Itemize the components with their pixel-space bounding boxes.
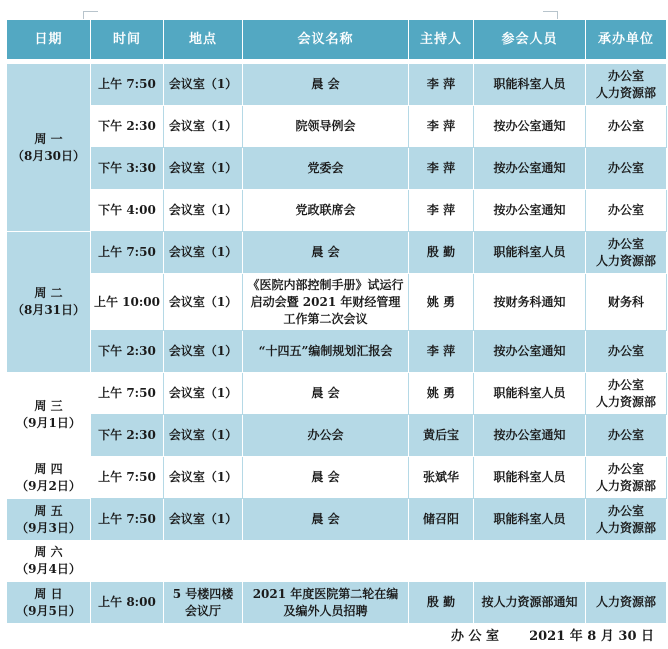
meeting-name-cell: 党委会 xyxy=(243,148,409,190)
table-row xyxy=(7,106,667,148)
day-date: （9月2日） xyxy=(16,478,81,493)
day-name: 周 二 xyxy=(34,286,63,300)
host-cell: 李 萍 xyxy=(409,64,474,106)
host-cell: 李 萍 xyxy=(409,331,474,373)
attendees-cell: 按办公室通知 xyxy=(474,148,586,190)
host-cell: 姚 勇 xyxy=(409,274,474,331)
attendees-cell: 按办公室通知 xyxy=(474,190,586,232)
header-organizer: 承办单位 xyxy=(586,20,667,60)
organizer-line: 办公室 xyxy=(607,344,644,358)
header-date: 日期 xyxy=(7,20,91,60)
location-cell: 会议室（1） xyxy=(164,190,243,232)
organizer-line: 人力资源部 xyxy=(595,394,656,409)
host-cell: 张斌华 xyxy=(409,457,474,499)
organizer-cell xyxy=(586,457,667,499)
organizer-line: 办公室 xyxy=(607,503,644,518)
header-location: 地点 xyxy=(164,20,243,60)
day-date: （9月4日） xyxy=(16,562,81,576)
location-cell: 会议室（1） xyxy=(164,331,243,373)
table-row xyxy=(7,457,667,499)
time-cell: 上午 7:50 xyxy=(91,457,164,499)
host-cell: 殷 勤 xyxy=(409,582,474,624)
host-cell: 黄后宝 xyxy=(409,415,474,457)
table-row xyxy=(7,148,667,190)
table-row xyxy=(7,232,667,274)
time-cell: 上午 10:00 xyxy=(91,274,164,331)
meeting-name-cell: 《医院内部控制手册》试运行启动会暨 2021 年财经管理工作第二次会议 xyxy=(243,274,409,331)
host-cell: 殷 勤 xyxy=(409,232,474,274)
location-cell: 会议室（1） xyxy=(164,373,243,415)
day-cell xyxy=(7,541,91,582)
attendees-cell: 职能科室人员 xyxy=(474,232,586,274)
organizer-cell xyxy=(586,232,667,274)
host-cell: 储召阳 xyxy=(409,499,474,541)
time-cell: 上午 8:00 xyxy=(91,582,164,624)
organizer-line: 办公室 xyxy=(607,461,644,476)
organizer-line: 人力资源部 xyxy=(595,595,656,609)
day-cell xyxy=(7,64,91,232)
header-meeting: 会议名称 xyxy=(243,20,409,60)
organizer-line: 人力资源部 xyxy=(595,520,656,535)
day-cell xyxy=(7,457,91,499)
day-name: 周 一 xyxy=(34,131,63,146)
meeting-name-cell: “十四五”编制规划汇报会 xyxy=(243,331,409,373)
attendees-cell: 按财务科通知 xyxy=(474,274,586,331)
organizer-line: 人力资源部 xyxy=(595,85,656,100)
meeting-schedule-table xyxy=(6,19,667,649)
organizer-line: 办公室 xyxy=(607,428,644,442)
location-cell: 会议室（1） xyxy=(164,148,243,190)
organizer-line: 办公室 xyxy=(607,203,644,217)
host-cell: 姚 勇 xyxy=(409,373,474,415)
attendees-cell: 职能科室人员 xyxy=(474,64,586,106)
organizer-line: 办公室 xyxy=(607,161,644,175)
meeting-name-cell: 2021 年度医院第二轮在编及编外人员招聘 xyxy=(243,582,409,624)
header-row xyxy=(7,20,667,60)
location-cell: 会议室（1） xyxy=(164,232,243,274)
table-row xyxy=(7,64,667,106)
time-cell: 上午 7:50 xyxy=(91,232,164,274)
location-cell: 会议室（1） xyxy=(164,499,243,541)
organizer-cell xyxy=(586,331,667,373)
day-date: （9月1日） xyxy=(16,415,81,430)
time-cell: 上午 7:50 xyxy=(91,64,164,106)
time-cell: 下午 4:00 xyxy=(91,190,164,232)
organizer-line: 人力资源部 xyxy=(595,253,656,268)
attendees-cell: 按办公室通知 xyxy=(474,331,586,373)
meeting-name-cell: 晨 会 xyxy=(243,373,409,415)
organizer-cell xyxy=(586,274,667,331)
meeting-name-cell: 晨 会 xyxy=(243,64,409,106)
day-name: 周 五 xyxy=(34,503,63,518)
attendees-cell: 按办公室通知 xyxy=(474,106,586,148)
table-row xyxy=(7,373,667,415)
organizer-cell xyxy=(586,582,667,624)
day-cell xyxy=(7,499,91,541)
day-name: 周 六 xyxy=(34,545,63,559)
host-cell: 李 萍 xyxy=(409,190,474,232)
header-host: 主持人 xyxy=(409,20,474,60)
table-row xyxy=(7,331,667,373)
time-cell: 上午 7:50 xyxy=(91,499,164,541)
meeting-name-cell: 晨 会 xyxy=(243,499,409,541)
header-time: 时间 xyxy=(91,20,164,60)
organizer-cell xyxy=(586,373,667,415)
day-date: （8月31日） xyxy=(11,303,86,317)
time-cell: 下午 3:30 xyxy=(91,148,164,190)
meeting-name-cell: 党政联席会 xyxy=(243,190,409,232)
table-row xyxy=(7,415,667,457)
meeting-name-cell: 院领导例会 xyxy=(243,106,409,148)
organizer-cell xyxy=(586,190,667,232)
organizer-cell xyxy=(586,415,667,457)
location-cell: 会议室（1） xyxy=(164,64,243,106)
organizer-cell xyxy=(586,106,667,148)
footer-row xyxy=(7,624,667,649)
schedule-body xyxy=(7,64,667,624)
attendees-cell: 按办公室通知 xyxy=(474,415,586,457)
time-cell: 下午 2:30 xyxy=(91,331,164,373)
table-row xyxy=(7,190,667,232)
organizer-line: 人力资源部 xyxy=(595,478,656,493)
organizer-line: 办公室 xyxy=(607,236,644,251)
attendees-cell: 职能科室人员 xyxy=(474,499,586,541)
attendees-cell: 按人力资源部通知 xyxy=(474,582,586,624)
meeting-name-cell: 晨 会 xyxy=(243,232,409,274)
organizer-cell xyxy=(586,64,667,106)
footer-signature xyxy=(7,624,667,649)
day-name: 周 四 xyxy=(34,461,63,476)
organizer-cell xyxy=(586,148,667,190)
host-cell: 李 萍 xyxy=(409,106,474,148)
time-cell: 上午 7:50 xyxy=(91,373,164,415)
organizer-line: 财务科 xyxy=(607,294,644,309)
location-cell: 会议室（1） xyxy=(164,415,243,457)
footer-office: 办 公 室 xyxy=(451,628,500,644)
meeting-name-cell: 办公会 xyxy=(243,415,409,457)
day-name: 周 日 xyxy=(34,586,63,601)
day-date: （9月3日） xyxy=(16,520,81,535)
location-cell: 会议室（1） xyxy=(164,274,243,331)
organizer-line: 办公室 xyxy=(607,377,644,392)
meeting-name-cell: 晨 会 xyxy=(243,457,409,499)
empty-cell xyxy=(91,541,667,582)
organizer-line: 办公室 xyxy=(607,119,644,133)
header-attendees: 参会人员 xyxy=(474,20,586,60)
organizer-line: 办公室 xyxy=(607,68,644,83)
time-cell: 下午 2:30 xyxy=(91,415,164,457)
location-cell: 会议室（1） xyxy=(164,457,243,499)
table-row xyxy=(7,541,667,582)
day-cell xyxy=(7,582,91,624)
footer-date: 2021 年 8 月 30 日 xyxy=(529,628,655,644)
table-row xyxy=(7,582,667,624)
organizer-cell xyxy=(586,499,667,541)
location-cell: 会议室（1） xyxy=(164,106,243,148)
location-cell: 5 号楼四楼会议厅 xyxy=(164,582,243,624)
day-date: （9月5日） xyxy=(16,603,81,618)
attendees-cell: 职能科室人员 xyxy=(474,457,586,499)
day-cell xyxy=(7,232,91,373)
table-row xyxy=(7,274,667,331)
time-cell: 下午 2:30 xyxy=(91,106,164,148)
attendees-cell: 职能科室人员 xyxy=(474,373,586,415)
day-name: 周 三 xyxy=(34,398,63,413)
table-row xyxy=(7,499,667,541)
day-cell xyxy=(7,373,91,457)
host-cell: 李 萍 xyxy=(409,148,474,190)
day-date: （8月30日） xyxy=(11,148,86,163)
